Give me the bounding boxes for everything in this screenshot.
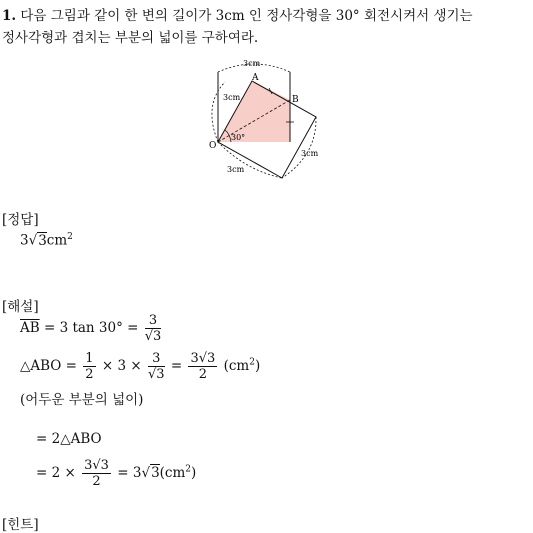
label-top-side: 3cm [243,60,261,68]
eq4-post-exp: 2 [185,464,192,475]
label-o: O [209,141,217,151]
eq2-f1-den: 2 [85,367,94,382]
label-a: A [252,73,259,83]
eq2-f3-num-coef: 3 [190,351,199,366]
label-b: B [292,95,299,105]
problem-line-2 [2,26,258,46]
eq2-f1-num: 1 [85,351,94,366]
eq4-den: 2 [92,474,101,489]
eq4-num-rad: 3 [100,458,109,473]
eq2-fraction-1 [83,351,95,382]
solution-eq1 [20,313,163,344]
eq2-f2-den: √3 [147,367,165,382]
label-right-side: 3cm [301,149,319,158]
eq4-post-rad: 3 [151,465,160,481]
hint-heading: [힌트] [2,517,39,533]
eq4-post-eq: = 3 [117,465,142,481]
eq2-unit: (cm [223,358,250,374]
solution-heading: [해설] [2,299,39,315]
eq2-f2-den-rad: 3 [156,367,165,382]
shaded-overlap-region [218,81,290,142]
eq2-f3-num: 3√3 [190,351,216,366]
eq4-pre: = 2 × [36,465,76,481]
eq2-f3-den: 2 [198,367,207,382]
problem-number: 1. [2,8,17,24]
problem-text-2: 정사각형과 겹치는 부분의 넓이를 구하여라. [2,30,259,46]
eq1-den-rad: 3 [153,329,162,344]
eq4-sqrt: √3 [141,465,160,481]
problem-line-1 [2,4,473,24]
answer-sqrt: √3 [28,232,47,249]
solution-eq3: = 2△ABO [36,431,102,447]
answer-unit: cm [46,232,68,249]
eq4-num-coef: 3 [84,458,93,473]
eq2-f2-num: 3 [148,351,165,367]
eq4-post-close: ) [191,465,197,481]
eq1-fraction [145,313,162,344]
label-angle: 30° [231,133,246,142]
eq2-unit-close: ) [254,358,261,374]
eq2-fraction-2 [148,351,165,382]
eq1-den: √3 [144,329,162,344]
eq2-eq: = [170,358,183,374]
answer-value [20,232,73,249]
eq2-mid: × 3 × [101,358,142,374]
eq1-num: 3 [145,313,162,329]
eq4-fraction [82,458,111,489]
answer-radicand: 3 [38,232,47,249]
segment-ab: $\overline{AB}$ [20,320,40,336]
solution-eq2 [20,351,260,382]
answer-unit-exp: 2 [67,232,73,242]
answer-coef: 3 [20,232,29,249]
eq2-f3-num-rad: 3 [207,351,216,366]
problem-text-1: 다음 그림과 같이 한 변의 길이가 3cm 인 정사각형을 30° 회전시켜서 생기는 [20,8,473,24]
eq1-rhs: = 3 tan 30° = [43,320,139,336]
label-left-side: 3cm [223,93,241,102]
rotated-square-figure [205,60,335,185]
solution-eq4 [36,458,196,489]
eq2-fraction-3 [188,351,217,382]
eq2-unit-exp: 2 [249,357,255,368]
label-bottom-side: 3cm [227,165,245,174]
eq4-post-unit: (cm [159,465,186,481]
eq2-lhs: △ABO = [20,358,77,374]
solution-note: (어두운 부분의 넓이) [20,392,144,408]
eq4-num: 3√3 [84,458,109,473]
answer-heading: [정답] [2,212,39,228]
